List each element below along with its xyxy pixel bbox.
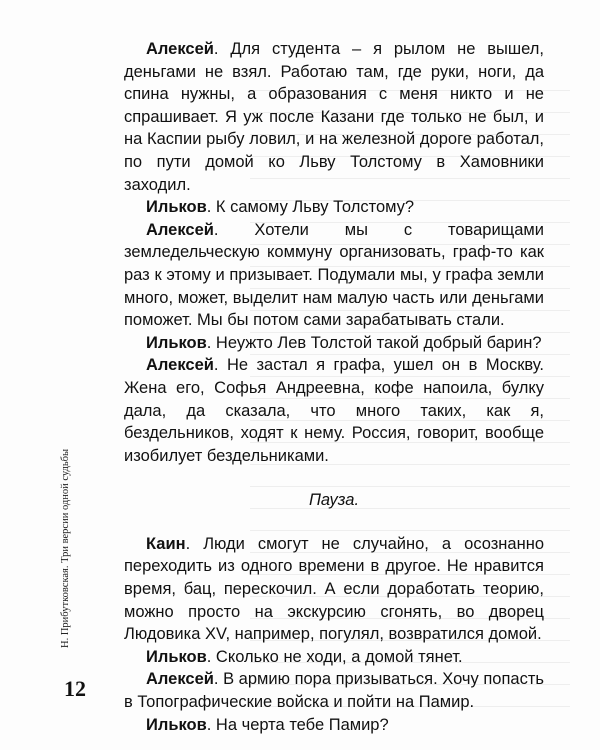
line-text: . Для студента – я рылом не вышел, деньгами не взял. Работаю там, где руки, ноги, да спина нужны, а образования с меня никто и не спрашивает. Я уж после Казани где только не был, и на Каспии рыбу ловил, и на железной дороге работал, по пути домой ко Льву Толстому в Хамовники заходил. (124, 40, 544, 194)
speaker-name: Алексей (146, 40, 214, 58)
running-head: Н. Прибутковская. Три версии одной судьбы (60, 448, 71, 648)
dialogue-line (124, 354, 544, 467)
line-text: . Не застал я графа, ушел он в Москву. Жена его, Софья Андреевна, кофе напоила, булку дала, да сказала, что много таких, как я, бездельников, ходят к нему. Россия, говорит, вообще изобилует бездельниками. (124, 356, 544, 465)
dialogue-line (124, 533, 544, 646)
speaker-name: Ильков (146, 647, 207, 666)
page-number: 12 (64, 676, 86, 701)
dialogue-line (124, 332, 544, 355)
speaker-name: Алексей (146, 356, 214, 375)
speaker-name: Алексей (146, 220, 214, 239)
line-text: . Неужто Лев Толстой такой добрый барин? (206, 333, 542, 352)
line-text: . К самому Льву Толстому? (206, 198, 415, 217)
dialogue-line (124, 196, 544, 219)
speaker-name: Ильков (146, 333, 207, 352)
dialogue-line (124, 38, 544, 196)
speaker-name: Ильков (146, 715, 207, 734)
speaker-name: Ильков (146, 198, 207, 217)
dialogue-line (124, 646, 544, 669)
dialogue-line (124, 668, 544, 713)
dialogue-line (124, 714, 544, 737)
line-text: . В армию пора призываться. Хочу попасть в Топографические войска и пойти на Памир. (124, 670, 544, 712)
line-text: . Хотели мы с товарищами земледельческую коммуну организовать, граф-то как раз к этому и призывает. Подумали мы, у графа земли много, может, выделит нам малую часть или деньгами поможет. Мы бы потом сами зарабатывать стали. (124, 220, 544, 330)
stage-direction: Пауза. (308, 491, 360, 510)
dialogue-line (124, 219, 544, 332)
play-text (124, 38, 544, 736)
speaker-name: Алексей (146, 670, 214, 689)
speaker-name: Каин (146, 534, 186, 553)
line-text: . На черта тебе Памир? (206, 715, 389, 734)
line-text: . Люди смогут не случайно, а осознанно переходить из одного времени в другое. Не нравится время, бац, перескочил. А если доработать теорию, можно просто на экскурсию сгонять, во дворец Людовика XV, например, погулял, возвратился домой. (124, 534, 544, 644)
line-text: . Сколько не ходи, а домой тянет. (206, 647, 463, 666)
